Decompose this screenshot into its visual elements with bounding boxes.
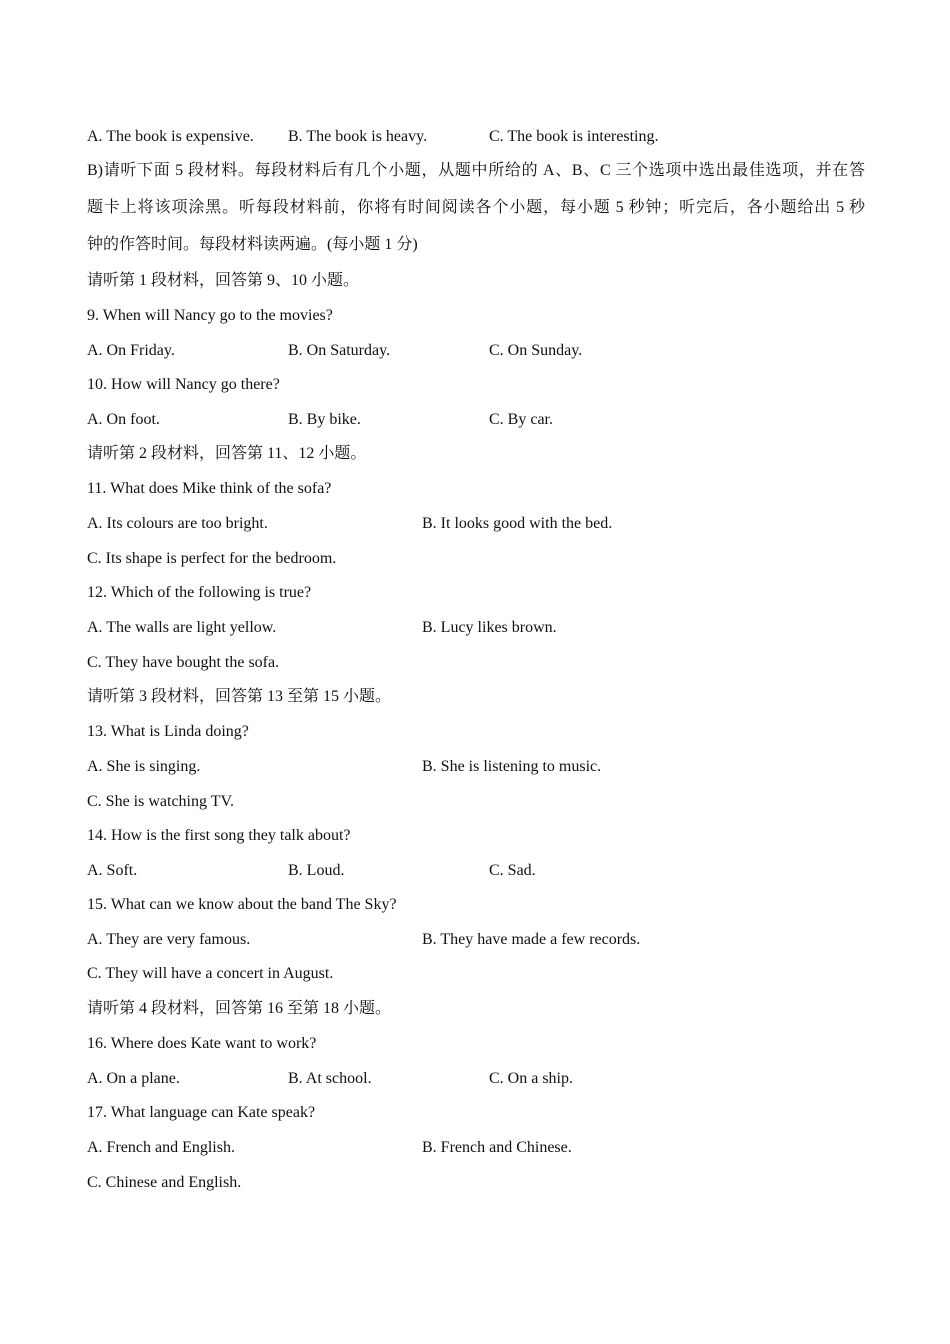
section-b-line-2: 题卡上将该项涂黑。听每段材料前，你将有时间阅读各个小题，每小题 5 秒钟；听完后，各小题给出 5 秒 (87, 199, 865, 216)
q9-question: 9. When will Nancy go to the movies? (87, 307, 333, 324)
q9-option-c: C. On Sunday. (489, 342, 583, 359)
q13-option-c: C. She is watching TV. (87, 793, 234, 810)
q17-option-a: A. French and English. (87, 1139, 235, 1156)
q12-option-b: B. Lucy likes brown. (422, 619, 557, 636)
q14-option-a: A. Soft. (87, 862, 138, 879)
q16-option-c: C. On a ship. (489, 1070, 573, 1087)
section-b-line-3: 钟的作答时间。每段材料读两遍。(每小题 1 分) (87, 236, 418, 253)
section-b-instructions (87, 161, 865, 272)
instruction-passage-4: 请听第 4 段材料，回答第 16 至第 18 小题。 (87, 1000, 392, 1017)
instruction-passage-3: 请听第 3 段材料，回答第 13 至第 15 小题。 (87, 688, 392, 705)
q10-option-a: A. On foot. (87, 411, 160, 428)
section-b-line-1: B)请听下面 5 段材料。每段材料后有几个小题，从题中所给的 A、B、C 三个选项中选出最佳选项，并在答 (87, 162, 865, 179)
instruction-passage-1: 请听第 1 段材料，回答第 9、10 小题。 (87, 272, 360, 289)
q10-option-c: C. By car. (489, 411, 553, 428)
q9-option-b: B. On Saturday. (288, 342, 391, 359)
q11-option-a: A. Its colours are too bright. (87, 515, 268, 532)
q17-option-b: B. French and Chinese. (422, 1139, 572, 1156)
q16-question: 16. Where does Kate want to work? (87, 1035, 317, 1052)
q8-option-c: C. The book is interesting. (489, 128, 659, 145)
q12-option-a: A. The walls are light yellow. (87, 619, 277, 636)
q17-question: 17. What language can Kate speak? (87, 1104, 316, 1121)
q16-option-b: B. At school. (288, 1070, 372, 1087)
q8-option-b: B. The book is heavy. (288, 128, 428, 145)
q12-question: 12. Which of the following is true? (87, 584, 312, 601)
q15-option-b: B. They have made a few records. (422, 931, 641, 948)
q14-question: 14. How is the first song they talk about? (87, 827, 351, 844)
q11-question: 11. What does Mike think of the sofa? (87, 480, 332, 497)
q13-option-b: B. She is listening to music. (422, 758, 602, 775)
q11-option-b: B. It looks good with the bed. (422, 515, 613, 532)
q14-option-b: B. Loud. (288, 862, 345, 879)
q10-option-b: B. By bike. (288, 411, 361, 428)
instruction-passage-2: 请听第 2 段材料，回答第 11、12 小题。 (87, 445, 367, 462)
q15-option-c: C. They will have a concert in August. (87, 965, 334, 982)
q13-option-a: A. She is singing. (87, 758, 201, 775)
q16-option-a: A. On a plane. (87, 1070, 180, 1087)
q9-option-a: A. On Friday. (87, 342, 175, 359)
q17-option-c: C. Chinese and English. (87, 1174, 242, 1191)
q11-option-c: C. Its shape is perfect for the bedroom. (87, 550, 337, 567)
q10-question: 10. How will Nancy go there? (87, 376, 280, 393)
q13-question: 13. What is Linda doing? (87, 723, 249, 740)
q15-question: 15. What can we know about the band The Sky? (87, 896, 397, 913)
q8-option-a: A. The book is expensive. (87, 128, 254, 145)
q14-option-c: C. Sad. (489, 862, 536, 879)
q12-option-c: C. They have bought the sofa. (87, 654, 280, 671)
q15-option-a: A. They are very famous. (87, 931, 251, 948)
